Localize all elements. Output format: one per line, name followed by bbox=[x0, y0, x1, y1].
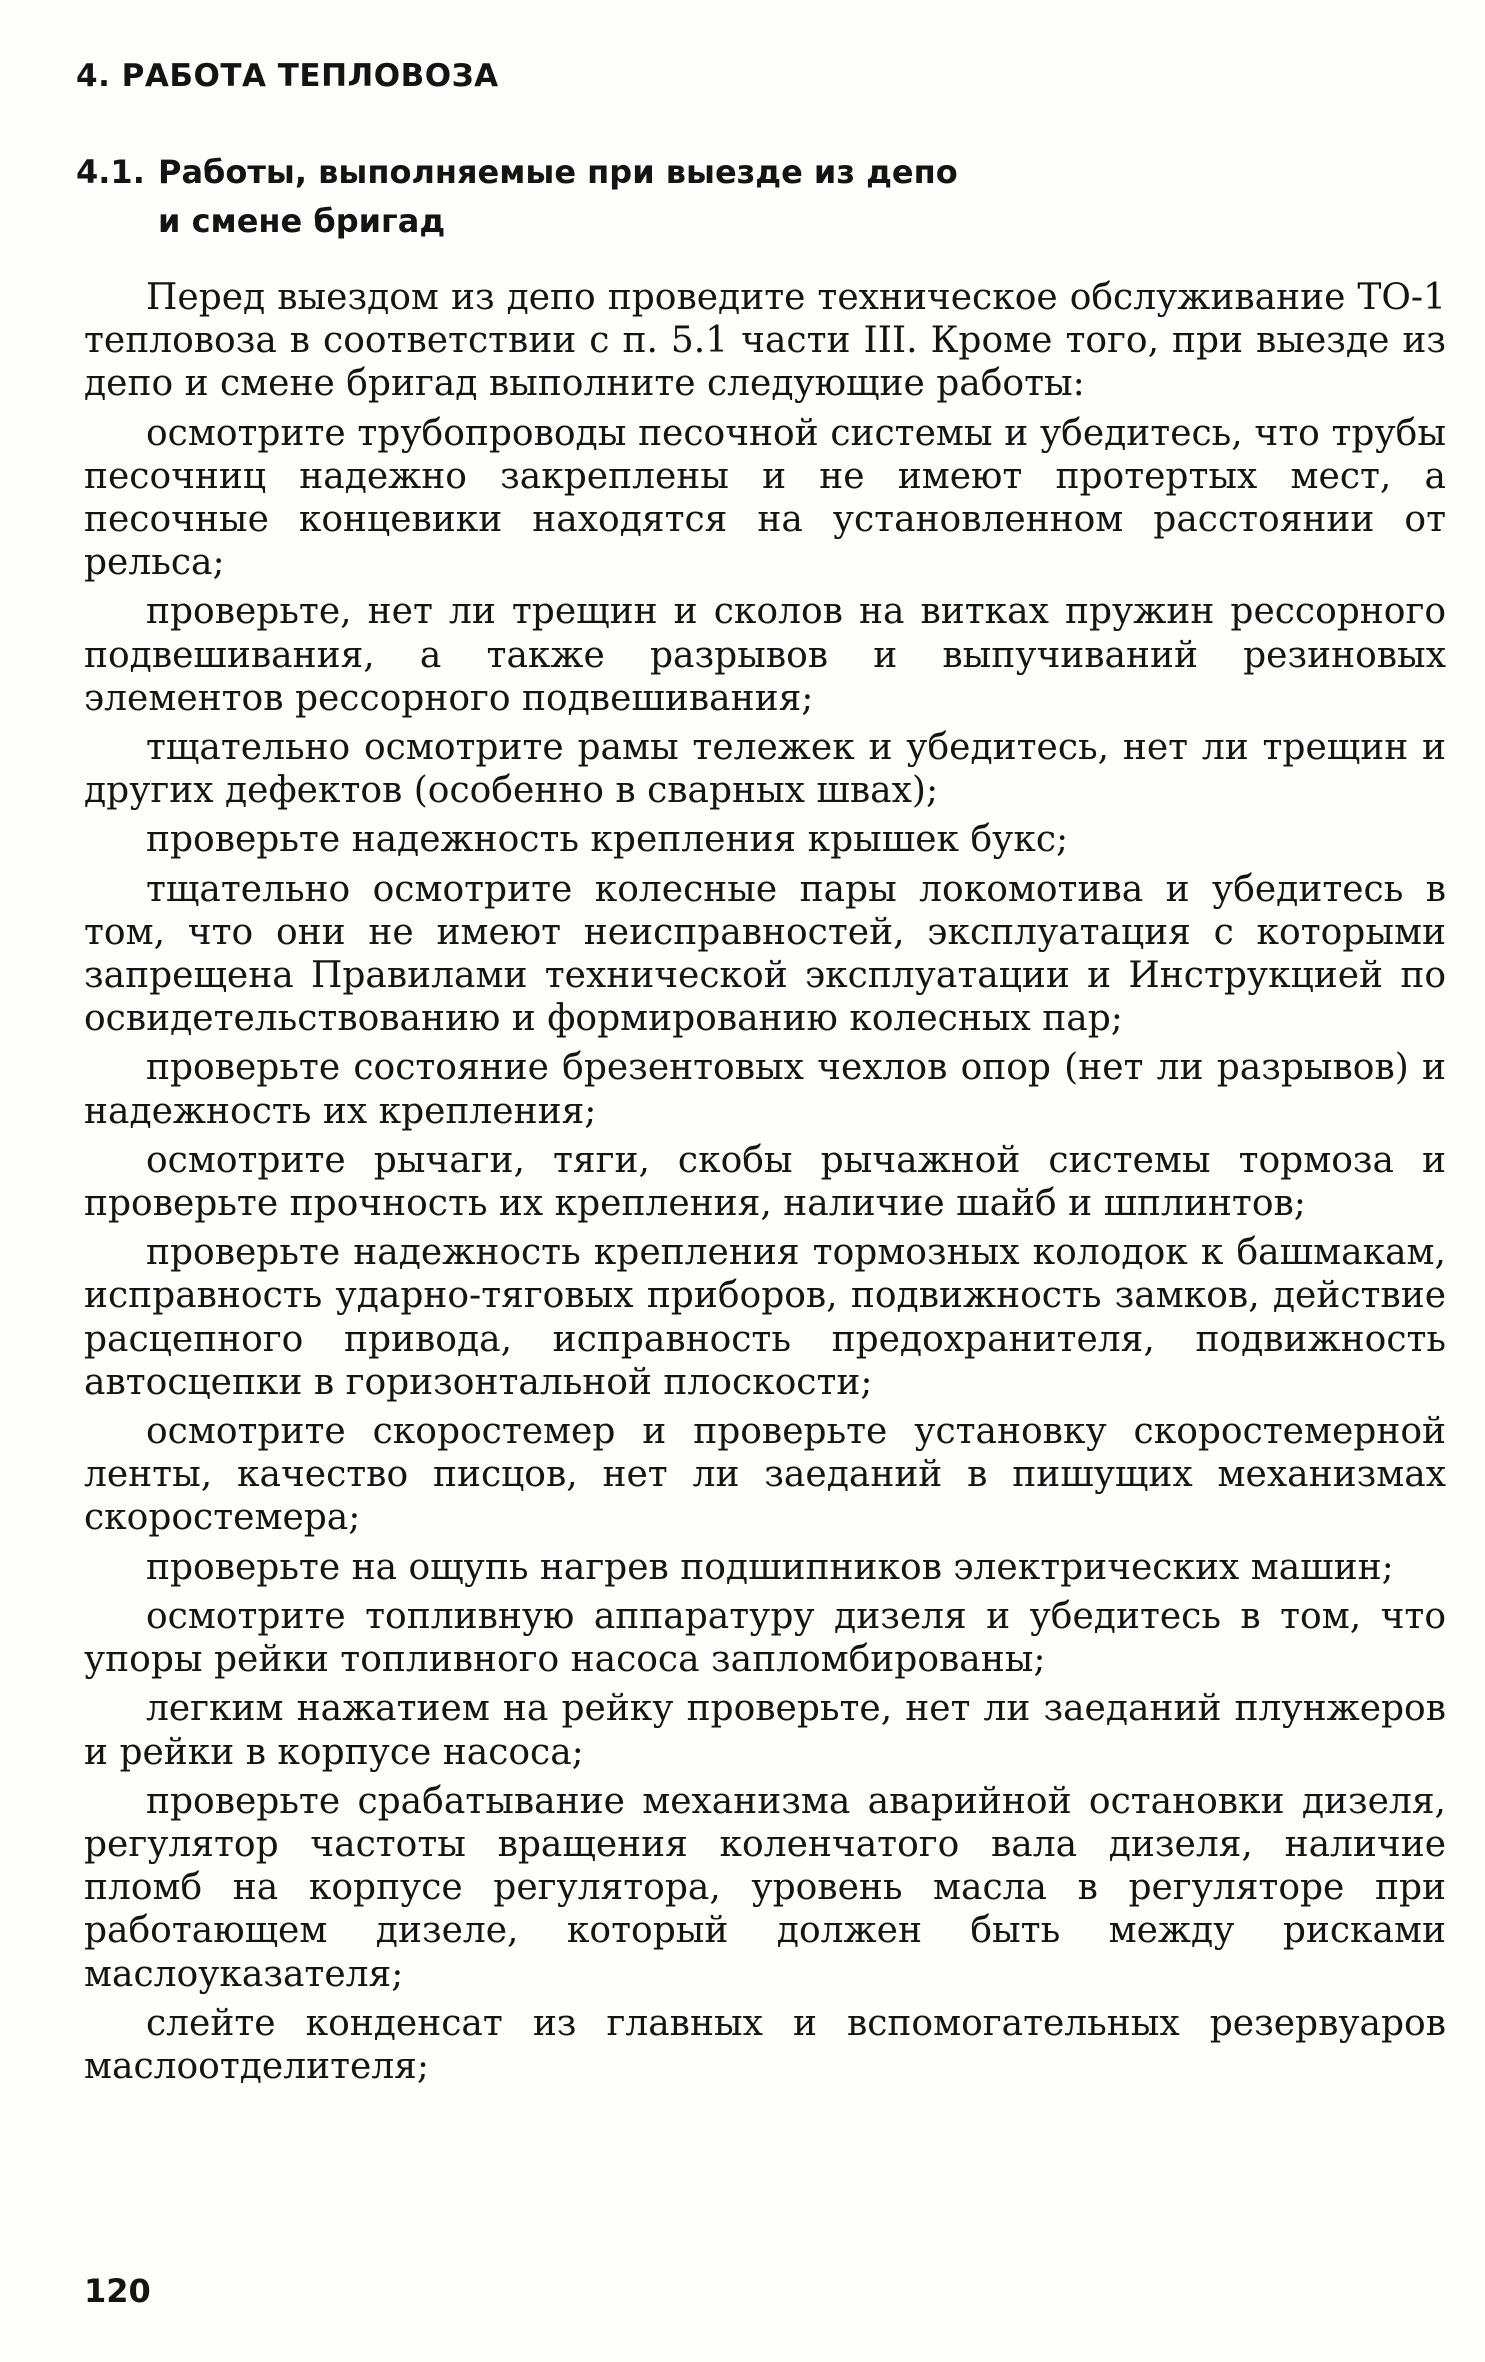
paragraph-item: слейте конденсат из главных и вспомогательных резервуаров маслоотделителя; bbox=[84, 2002, 1446, 2087]
section-number: 4.1. bbox=[76, 153, 145, 191]
paragraph-item: проверьте на ощупь нагрев подшипников электрических машин; bbox=[146, 1546, 1394, 1588]
paragraph-item: тщательно осмотрите колесные пары локомотива и убедитесь в том, что они не имеют неисправностей, эксплуатация с которыми запрещена Правилами технической эксплуатации и Инструкцией по освидетельствованию и формированию колесных пар; bbox=[84, 868, 1446, 1040]
paragraph-item: осмотрите рычаги, тяги, скобы рычажной системы тормоза и проверьте прочность их крепления, наличие шайб и шплинтов; bbox=[84, 1139, 1446, 1225]
paragraph-item: проверьте состояние брезентовых чехлов опор (нет ли разрывов) и надежность их крепления; bbox=[84, 1047, 1446, 1132]
section-title-line1: Работы, выполняемые при выезде из депо bbox=[158, 153, 958, 191]
paragraph-item: осмотрите скоростемер и проверьте установку скоростемерной ленты, качество писцов, нет ли заеданий в пишущих механизмах скоростемера; bbox=[84, 1411, 1446, 1539]
paragraph-item: осмотрите трубопроводы песочной системы и убедитесь, что трубы песочниц надежно закреплены и не имеют протертых мест, а песочные концевики находятся на установленном расстоянии от рельса; bbox=[84, 412, 1446, 584]
body-text bbox=[84, 276, 1446, 2094]
section-title-line2: и смене бригад bbox=[158, 202, 446, 240]
paragraph-item: тщательно осмотрите рамы тележек и убедитесь, нет ли трещин и других дефектов (особенно в сварных швах); bbox=[84, 727, 1446, 812]
paragraph-item: осмотрите топливную аппаратуру дизеля и убедитесь в том, что упоры рейки топливного насоса запломбированы; bbox=[84, 1595, 1446, 1681]
paragraph-item: проверьте надежность крепления тормозных колодок к башмакам, исправность ударно-тяговых приборов, подвижность замков, действие расцепного привода, исправность предохранителя, подвижность автосцепки в горизонтальной плоскости; bbox=[84, 1232, 1446, 1403]
paragraph-item: проверьте надежность крепления крышек букс; bbox=[146, 819, 1069, 861]
page-number: 120 bbox=[84, 2272, 151, 2310]
paragraph-intro: Перед выездом из депо проведите техническое обслуживание ТО-1 тепловоза в соответствии с п. 5.1 части III. Кроме того, при выезде из депо и смене бригад выполните следующие работы: bbox=[84, 277, 1446, 405]
chapter-title: 4. РАБОТА ТЕПЛОВОЗА bbox=[76, 58, 499, 94]
section-title bbox=[76, 148, 1076, 246]
paragraph-item: легким нажатием на рейку проверьте, нет ли заеданий плунжеров и рейки в корпусе насоса; bbox=[84, 1688, 1446, 1773]
paragraph-item: проверьте, нет ли трещин и сколов на витках пружин рессорного подвешивания, а также разрывов и выпучиваний резиновых элементов рессорного подвешивания; bbox=[84, 591, 1446, 719]
paragraph-item: проверьте срабатывание механизма аварийной остановки дизеля, регулятор частоты вращения коленчатого вала дизеля, наличие пломб на корпусе регулятора, уровень масла в регуляторе при работающем дизеле, который должен быть между рисками маслоуказателя; bbox=[84, 1780, 1446, 1995]
